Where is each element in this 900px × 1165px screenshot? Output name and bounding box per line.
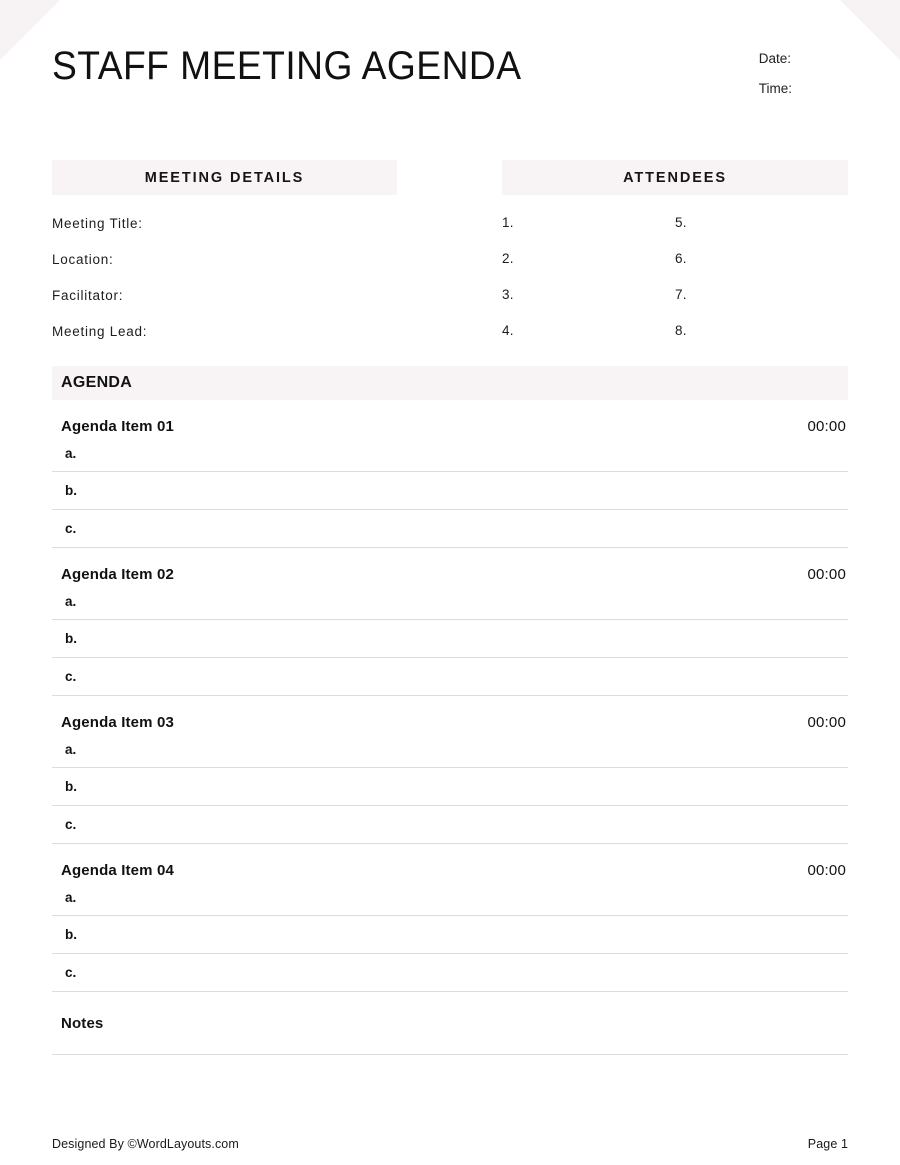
agenda-item-time: 00:00 — [807, 714, 846, 731]
agenda-item-01 — [52, 418, 848, 548]
agenda-subitem-label: a. — [65, 889, 77, 905]
agenda-item-time: 00:00 — [807, 418, 846, 435]
agenda-subitem-row — [52, 916, 848, 954]
attendee-slot-1: 1. — [502, 215, 514, 230]
attendee-slot-3: 3. — [502, 287, 514, 302]
agenda-item-name: Agenda Item 02 — [61, 566, 174, 583]
notes-label: Notes — [61, 1014, 104, 1032]
agenda-subitem-row — [52, 658, 848, 696]
attendee-slot-4: 4. — [502, 323, 514, 338]
meeting-details-header-band — [52, 160, 397, 195]
attendee-slot-7: 7. — [675, 287, 687, 302]
attendees-column-two — [675, 195, 848, 338]
footer-credit: Designed By ©WordLayouts.com — [52, 1137, 239, 1151]
agenda-item-name: Agenda Item 01 — [61, 418, 174, 435]
agenda-subitem-row — [52, 583, 848, 620]
attendee-slot-6: 6. — [675, 251, 687, 266]
agenda-heading: AGENDA — [61, 374, 133, 391]
attendee-slot-8: 8. — [675, 323, 687, 338]
agenda-subitem-label: b. — [65, 631, 77, 646]
details-attendees-section — [52, 160, 848, 339]
agenda-subitem-label: a. — [65, 445, 77, 461]
agenda-item-header — [52, 566, 848, 583]
attendee-slot-2: 2. — [502, 251, 514, 266]
agenda-subitem-row — [52, 472, 848, 510]
attendees-grid — [502, 195, 848, 338]
meeting-title-label: Meeting Title: — [52, 216, 143, 231]
agenda-subitem-row — [52, 768, 848, 806]
agenda-subitem-label: c. — [65, 965, 77, 980]
agenda-subitem-row — [52, 510, 848, 548]
meeting-details-heading: MEETING DETAILS — [144, 169, 305, 186]
column-spacer — [397, 160, 502, 339]
footer-page-number: Page 1 — [807, 1137, 848, 1151]
attendees-heading: ATTENDEES — [623, 169, 727, 186]
agenda-subitem-row — [52, 806, 848, 844]
agenda-subitem-row — [52, 435, 848, 472]
agenda-subitem-row — [52, 879, 848, 916]
agenda-subitem-label: c. — [65, 521, 77, 536]
meeting-details-panel — [52, 160, 397, 339]
agenda-subitem-label: b. — [65, 483, 77, 498]
agenda-item-name: Agenda Item 04 — [61, 862, 174, 879]
attendees-panel — [502, 160, 848, 339]
notes-section — [52, 992, 848, 1055]
agenda-subitem-label: c. — [65, 669, 77, 684]
agenda-item-04 — [52, 862, 848, 992]
agenda-subitem-row — [52, 731, 848, 768]
agenda-subitem-row — [52, 954, 848, 992]
agenda-subitem-label: a. — [65, 593, 77, 609]
agenda-item-name: Agenda Item 03 — [61, 714, 174, 731]
time-field-label: Time: — [758, 80, 792, 96]
facilitator-label: Facilitator: — [52, 288, 124, 303]
document-header — [52, 0, 848, 111]
agenda-item-header — [52, 714, 848, 731]
attendees-column-one — [502, 195, 675, 338]
agenda-subitem-row — [52, 620, 848, 658]
agenda-subitem-label: b. — [65, 779, 77, 794]
agenda-header-band — [52, 366, 848, 400]
attendees-header-band — [502, 160, 848, 195]
agenda-item-header — [52, 418, 848, 435]
agenda-item-time: 00:00 — [807, 862, 846, 879]
agenda-item-header — [52, 862, 848, 879]
agenda-item-02 — [52, 566, 848, 696]
meeting-lead-label: Meeting Lead: — [52, 324, 148, 339]
agenda-subitem-label: c. — [65, 817, 77, 832]
page-title: STAFF MEETING AGENDA — [52, 44, 522, 88]
agenda-subitem-label: b. — [65, 927, 77, 942]
agenda-subitem-label: a. — [65, 741, 77, 757]
header-meta-fields — [759, 46, 848, 111]
agenda-item-03 — [52, 714, 848, 844]
document-footer — [52, 1137, 848, 1151]
attendee-slot-5: 5. — [675, 215, 687, 230]
location-label: Location: — [52, 252, 114, 267]
date-field-label: Date: — [758, 51, 792, 66]
agenda-item-time: 00:00 — [807, 566, 846, 583]
